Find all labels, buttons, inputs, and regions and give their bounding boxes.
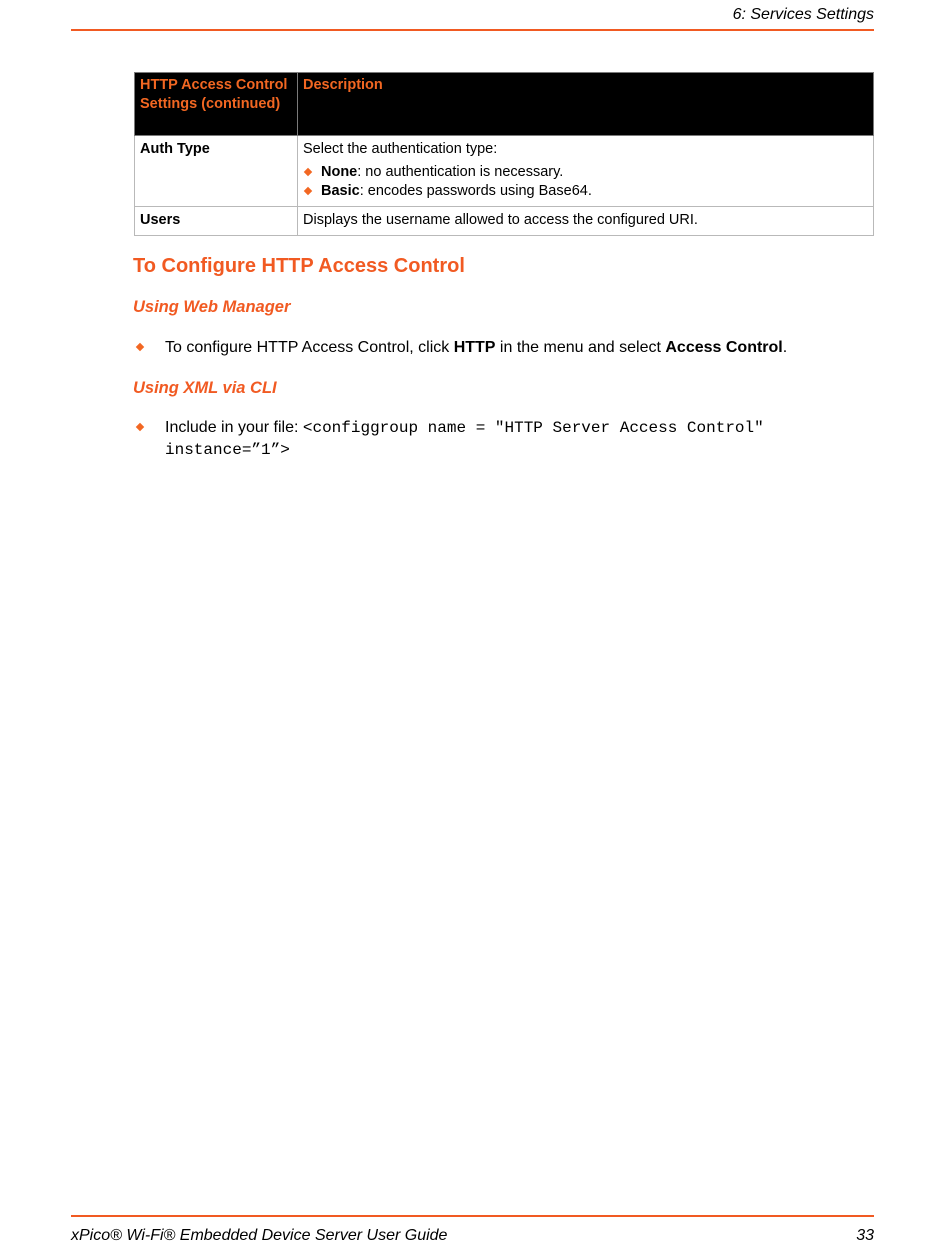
footer-title: xPico® Wi-Fi® Embedded Device Server User Guide	[71, 1227, 448, 1244]
diamond-bullet-icon	[304, 168, 312, 176]
xml-cli-step	[134, 417, 854, 461]
menu-name-http: HTTP	[453, 339, 496, 356]
option-term: Basic	[321, 183, 360, 199]
table-header-description: Description	[298, 73, 874, 136]
diamond-bullet-icon	[304, 187, 312, 195]
option-text: : encodes passwords using Base64.	[359, 183, 592, 199]
subheading-xml-cli: Using XML via CLI	[133, 379, 277, 397]
settings-table	[134, 72, 874, 236]
page-number: 33	[856, 1227, 874, 1244]
step-text: .	[782, 339, 788, 356]
table-row	[135, 136, 874, 207]
row-label-users: Users	[135, 207, 298, 236]
running-head: 6: Services Settings	[732, 6, 874, 23]
auth-type-options	[303, 163, 868, 201]
auth-type-intro: Select the authentication type:	[303, 141, 498, 157]
table-header-row	[135, 73, 874, 136]
step-text: Include in your file:	[165, 419, 303, 436]
header-rule	[71, 29, 874, 31]
list-item	[303, 163, 868, 182]
code-snippet-line-1: <configgroup name = "HTTP Server Access Control"	[302, 419, 764, 437]
row-description-auth-type	[298, 136, 874, 207]
step-text: in the menu and select	[495, 339, 666, 356]
table-row	[135, 207, 874, 236]
web-manager-step	[134, 337, 854, 358]
table-header-setting: HTTP Access Control Settings (continued)	[135, 73, 298, 136]
list-item	[303, 182, 868, 201]
step-text: To configure HTTP Access Control, click	[165, 339, 454, 356]
option-text: : no authentication is necessary.	[357, 164, 564, 180]
section-title: To Configure HTTP Access Control	[133, 255, 465, 277]
row-label-auth-type: Auth Type	[135, 136, 298, 207]
subheading-web-manager: Using Web Manager	[133, 298, 291, 316]
option-term: None	[321, 164, 358, 180]
row-description-users: Displays the username allowed to access the configured URI.	[298, 207, 874, 236]
footer-rule	[71, 1215, 874, 1217]
diamond-bullet-icon	[136, 423, 144, 431]
code-snippet-line-2: instance=”1”>	[165, 441, 290, 459]
menu-name-access-control: Access Control	[665, 339, 783, 356]
diamond-bullet-icon	[136, 343, 144, 351]
